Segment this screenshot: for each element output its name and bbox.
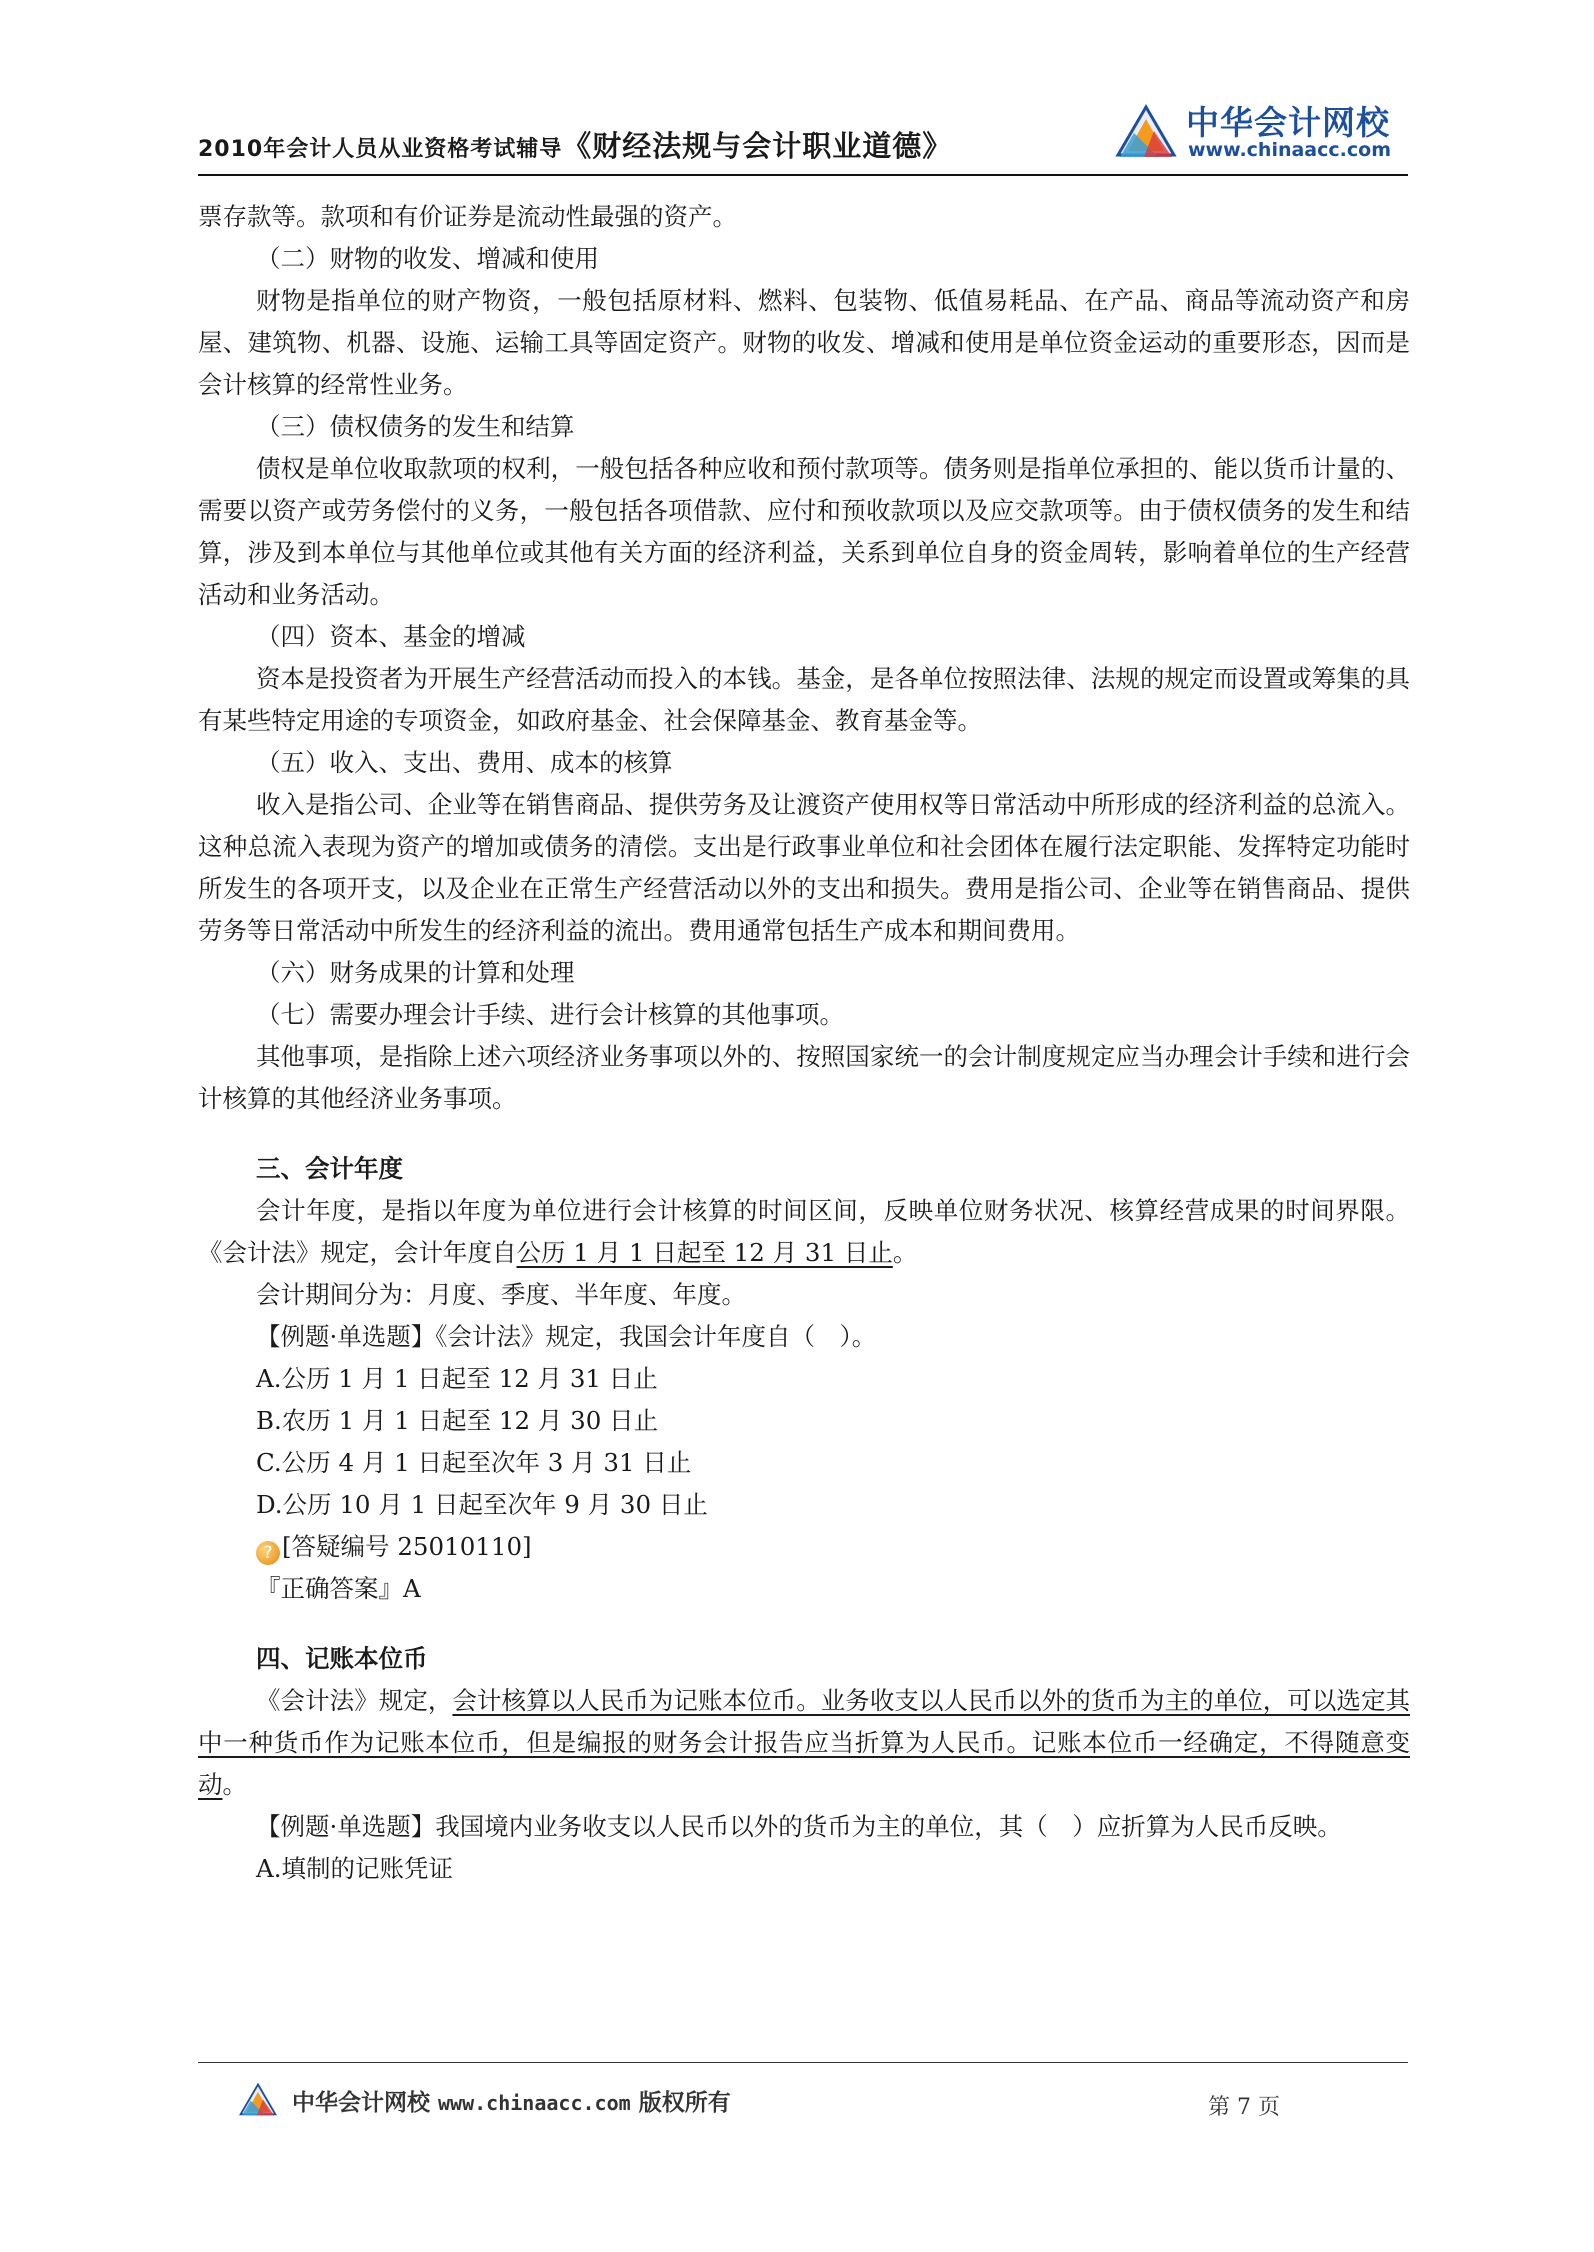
section-heading: 四、记账本位币 [256, 1644, 428, 1673]
option-c: C.公历 4 月 1 日起至次年 3 月 31 日止 [256, 1448, 692, 1477]
option-b: B.农历 1 月 1 日起至 12 月 30 日止 [256, 1406, 659, 1435]
chinaacc-logo [1106, 95, 1406, 165]
subheading: （三）债权债务的发生和结算 [256, 412, 575, 441]
paragraph: 其他事项，是指除上述六项经济业务事项以外的、按照国家统一的会计制度规定应当办理会计手续和进行会计核算的其他经济业务事项。 [198, 1042, 1410, 1113]
footer-text [292, 2084, 731, 2117]
qa-reference [198, 1526, 1410, 1568]
underlined-text: 会计核算以人民币为记账本位币。业务收支以人民币以外的货币为主的单位，可以选定其中一种货币作为记账本位币，但是编报的财务会计报告应当折算为人民币。记账本位币一经确定，不得随意变动 [198, 1686, 1410, 1799]
logo-name: 中华会计网校 [1186, 103, 1390, 142]
qa-reference-id: [答疑编号 25010110] [282, 1532, 532, 1561]
text-run: 。 [222, 1770, 247, 1799]
logo-mark-icon [1114, 103, 1178, 161]
question-stem: 【例题·单选题】《会计法》规定，我国会计年度自（ ）。 [256, 1322, 877, 1351]
footer-rights: 版权所有 [638, 2090, 731, 2116]
section-heading: 三、会计年度 [256, 1154, 403, 1183]
page-number: 第 7 页 [1208, 2095, 1280, 2120]
header-title-prefix: 2010年会计人员从业资格考试辅导 [198, 137, 563, 162]
footer-url: www.chinaacc.com [438, 2091, 631, 2115]
page-header [198, 95, 1406, 173]
paragraph [198, 1680, 1410, 1806]
logo-mark-icon [236, 2082, 280, 2118]
option-a: A.填制的记账凭证 [256, 1854, 453, 1883]
header-book-title: 《财经法规与会计职业道德》 [562, 129, 953, 163]
paragraph: 债权是单位收取款项的权利，一般包括各种应收和预付款项等。债务则是指单位承担的、能以货币计量的、需要以资产或劳务偿付的义务，一般包括各项借款、应付和预收款项以及应交款项等。由于债权债务的发生和结算，涉及到本单位与其他单位或其他有关方面的经济利益，关系到单位自身的资金周转，影响着单位的生产经营活动和业务活动。 [198, 454, 1410, 609]
footer-brand-name: 中华会计网校 [292, 2090, 430, 2116]
header-title [198, 124, 952, 165]
subheading: （六）财务成果的计算和处理 [256, 958, 575, 987]
header-divider [198, 174, 1408, 176]
question-mark-icon[interactable]: ? [256, 1541, 280, 1565]
paragraph: 票存款等。款项和有价证券是流动性最强的资产。 [198, 202, 737, 231]
logo-url: www.chinaacc.com [1188, 139, 1391, 161]
paragraph [198, 1190, 1410, 1274]
page-body [198, 196, 1410, 1890]
subheading: （二）财物的收发、增减和使用 [256, 244, 599, 273]
footer-divider [198, 2062, 1408, 2063]
subheading: （七）需要办理会计手续、进行会计核算的其他事项。 [256, 1000, 844, 1029]
option-d: D.公历 10 月 1 日起至次年 9 月 30 日止 [256, 1490, 708, 1519]
text-run: 。 [892, 1238, 918, 1267]
underlined-text: 公历 1 月 1 日起至 12 月 31 日止 [516, 1238, 893, 1267]
paragraph: 收入是指公司、企业等在销售商品、提供劳务及让渡资产使用权等日常活动中所形成的经济利益的总流入。这种总流入表现为资产的增加或债务的清偿。支出是行政事业单位和社会团体在履行法定职能、发挥特定功能时所发生的各项开支，以及企业在正常生产经营活动以外的支出和损失。费用是指公司、企业等在销售商品、提供劳务等日常活动中所发生的经济利益的流出。费用通常包括生产成本和期间费用。 [198, 790, 1410, 945]
paragraph: 资本是投资者为开展生产经营活动而投入的本钱。基金，是各单位按照法律、法规的规定而设置或筹集的具有某些特定用途的专项资金，如政府基金、社会保障基金、教育基金等。 [198, 664, 1410, 735]
option-a: A.公历 1 月 1 日起至 12 月 31 日止 [256, 1364, 658, 1393]
correct-answer: 『正确答案』A [256, 1574, 421, 1603]
subheading: （四）资本、基金的增减 [256, 622, 526, 651]
text-run: 会计年度，是指以年度为单位进行会计核算的时间区间，反映单位财务状况、核算经营成果的时间界限。《会计法》规定，会计年度自 [198, 1196, 1410, 1267]
paragraph: 会计期间分为：月度、季度、半年度、年度。 [256, 1280, 746, 1309]
text-run: 《会计法》规定， [256, 1686, 453, 1715]
subheading: （五）收入、支出、费用、成本的核算 [256, 748, 673, 777]
paragraph: 财物是指单位的财产物资，一般包括原材料、燃料、包装物、低值易耗品、在产品、商品等流动资产和房屋、建筑物、机器、设施、运输工具等固定资产。财物的收发、增减和使用是单位资金运动的重要形态，因而是会计核算的经常性业务。 [198, 286, 1410, 399]
question-stem: 【例题·单选题】我国境内业务收支以人民币以外的货币为主的单位，其（ ）应折算为人民币反映。 [256, 1812, 1342, 1841]
